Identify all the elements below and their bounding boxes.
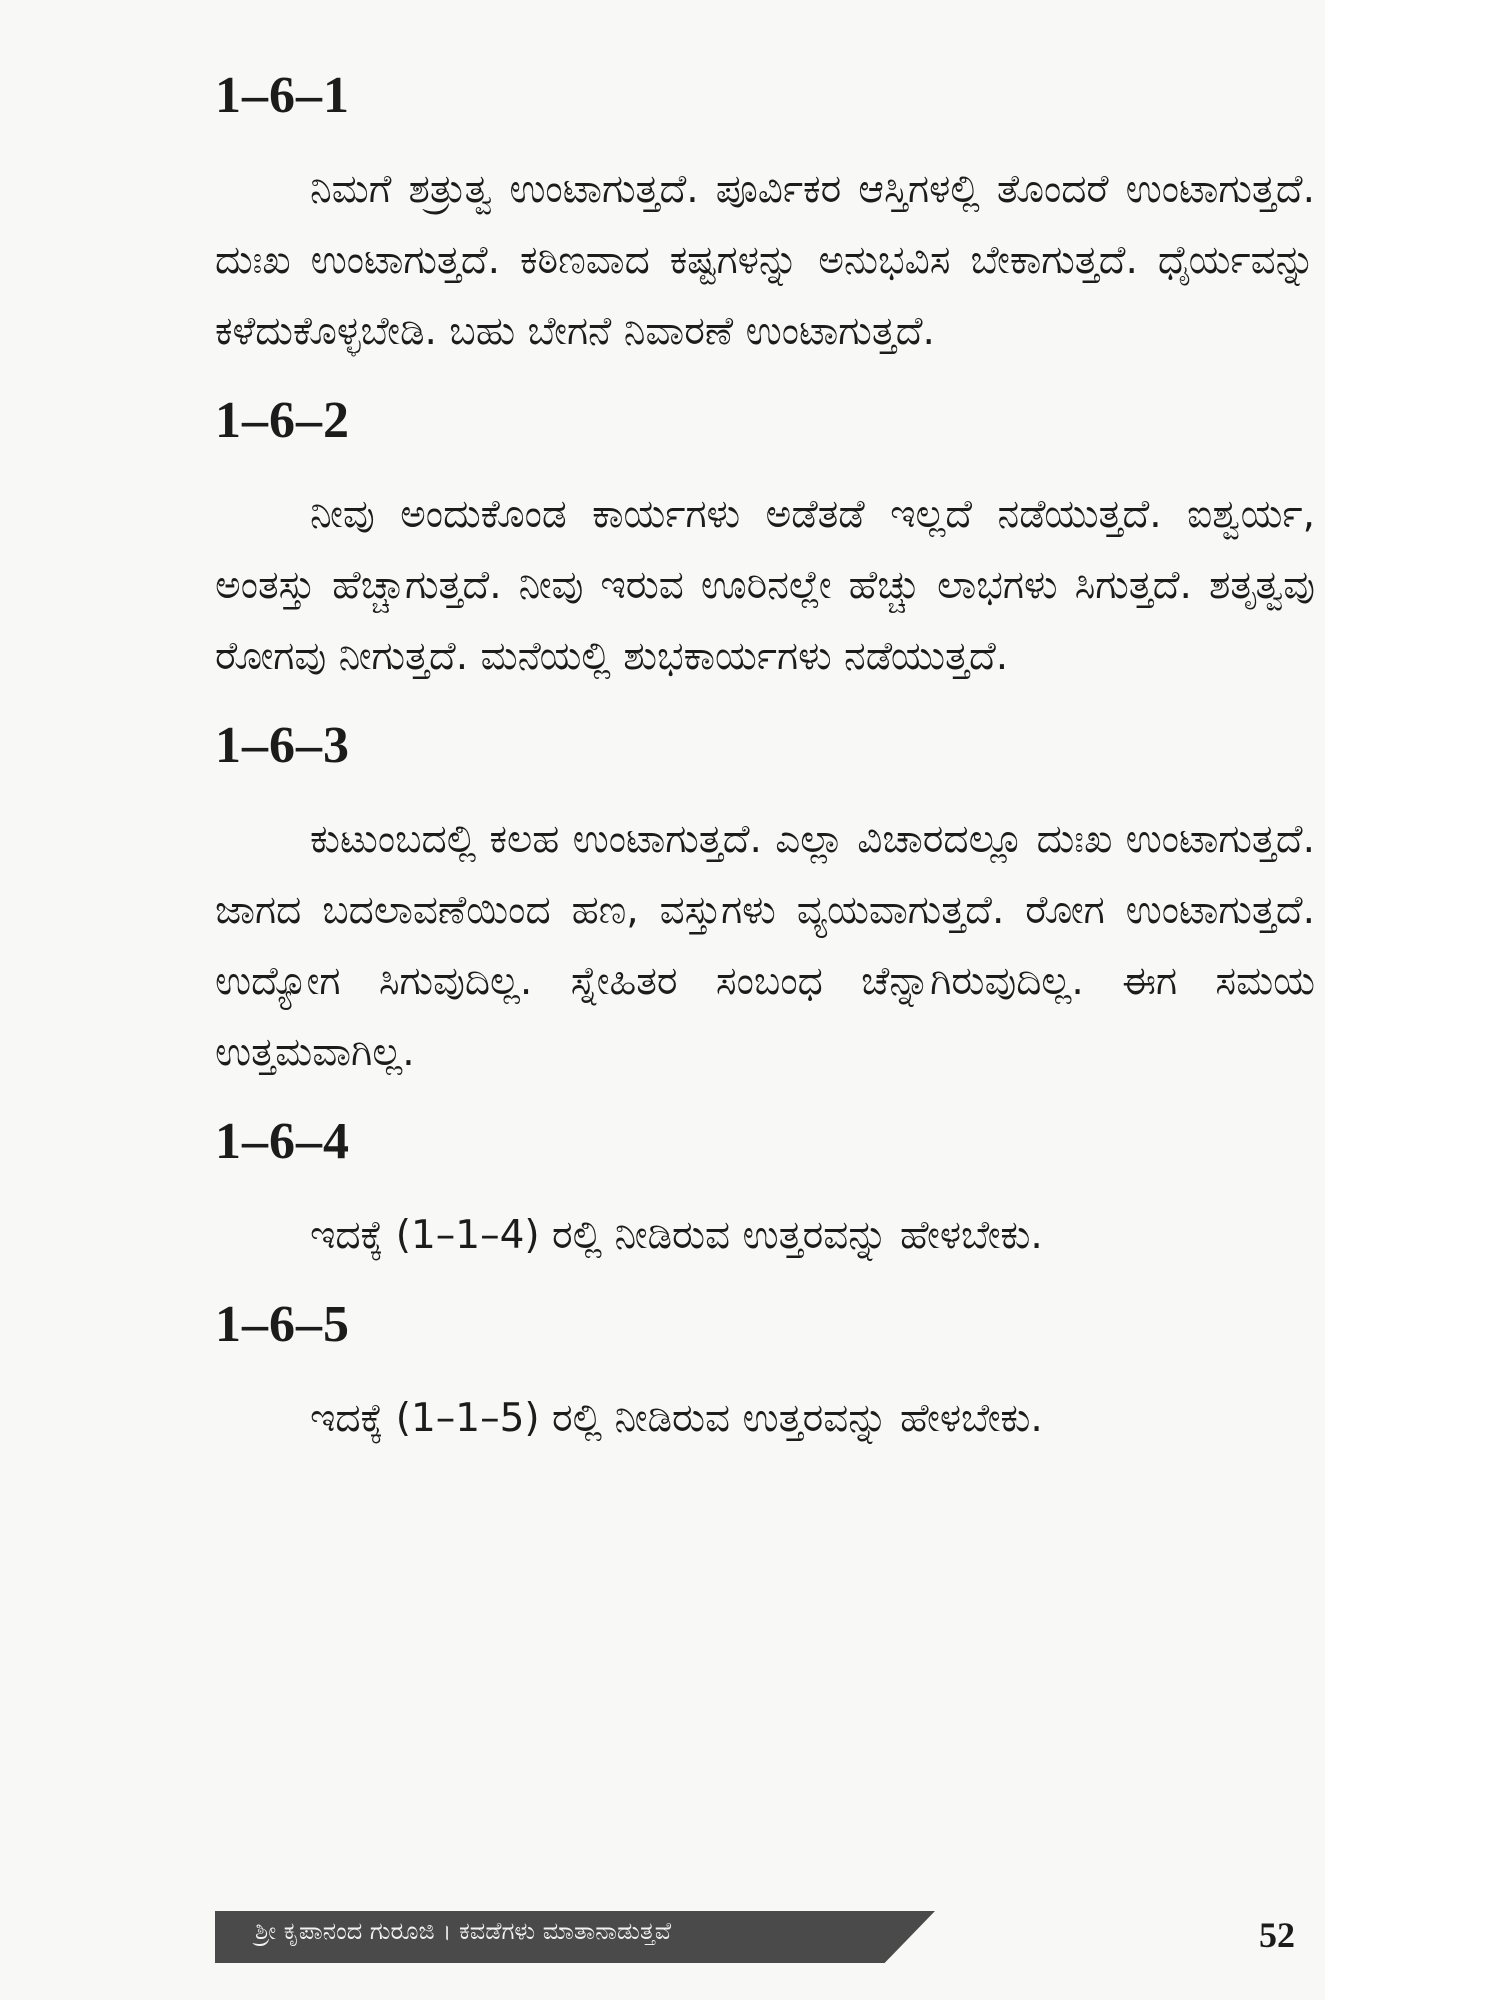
section-1-6-1 — [215, 60, 1315, 367]
section-1-6-5 — [215, 1289, 1315, 1454]
running-title: ಶ್ರೀ ಕೃಪಾನಂದ ಗುರೂಜಿ । ಕವಡೆಗಳು ಮಾತಾನಾಡುತ್ತವೆ — [255, 1917, 672, 1945]
section-paragraph: ನಿಮಗೆ ಶತ್ರುತ್ವ ಉಂಟಾಗುತ್ತದೆ. ಪೂರ್ವಿಕರ ಆಸ್ತಿಗಳಲ್ಲಿ ತೊಂದರೆ ಉಂಟಾಗುತ್ತದೆ. ದುಃಖ ಉಂಟಾಗುತ್ತದೆ. ಕಠಿಣವಾದ ಕಷ್ಟಗಳನ್ನು ಅನುಭವಿಸ ಬೇಕಾಗುತ್ತದೆ. ಧೈರ್ಯವನ್ನು ಕಳೆದುಕೊಳ್ಳಬೇಡಿ. ಬಹು ಬೇಗನೆ ನಿವಾರಣೆ ಉಂಟಾಗುತ್ತದೆ. — [215, 167, 1315, 354]
section-paragraph: ಕುಟುಂಬದಲ್ಲಿ ಕಲಹ ಉಂಟಾಗುತ್ತದೆ. ಎಲ್ಲಾ ವಿಚಾರದಲ್ಲೂ ದುಃಖ ಉಂಟಾಗುತ್ತದೆ. ಜಾಗದ ಬದಲಾವಣೆಯಿಂದ ಹಣ, ವಸ್ತುಗಳು ವ್ಯಯವಾಗುತ್ತದೆ. ರೋಗ ಉಂಟಾಗುತ್ತದೆ. ಉದ್ಯೋಗ ಸಿಗುವುದಿಲ್ಲ. ಸ್ನೇಹಿತರ ಸಂಬಂಧ ಚೆನ್ನಾಗಿರುವುದಿಲ್ಲ. ಈಗ ಸಮಯ ಉತ್ತಮವಾಗಿಲ್ಲ. — [215, 817, 1315, 1075]
page-edge-margin — [1325, 0, 1500, 2000]
page-footer — [215, 1908, 1315, 1966]
page-content — [215, 60, 1315, 1472]
section-1-6-3 — [215, 710, 1315, 1088]
section-1-6-2 — [215, 385, 1315, 692]
section-heading: 1–6–1 — [215, 67, 350, 124]
section-heading: 1–6–2 — [215, 392, 350, 449]
section-paragraph: ಇದಕ್ಕೆ (1–1–5) ರಲ್ಲಿ ನೀಡಿರುವ ಉತ್ತರವನ್ನು ಹೇಳಬೇಕು. — [310, 1396, 1043, 1441]
section-paragraph: ನೀವು ಅಂದುಕೊಂಡ ಕಾರ್ಯಗಳು ಅಡೆತಡೆ ಇಲ್ಲದೆ ನಡೆಯುತ್ತದೆ. ಐಶ್ವರ್ಯ, ಅಂತಸ್ತು ಹೆಚ್ಚಾಗುತ್ತದೆ. ನೀವು ಇರುವ ಊರಿನಲ್ಲೇ ಹೆಚ್ಚು ಲಾಭಗಳು ಸಿಗುತ್ತದೆ. ಶತೃತ್ವವು ರೋಗವು ನೀಗುತ್ತದೆ. ಮನೆಯಲ್ಲಿ ಶುಭಕಾರ್ಯಗಳು ನಡೆಯುತ್ತದೆ. — [215, 492, 1315, 679]
section-heading: 1–6–3 — [215, 717, 350, 774]
section-heading: 1–6–5 — [215, 1296, 350, 1353]
section-heading: 1–6–4 — [215, 1113, 350, 1170]
page-number: 52 — [1259, 1915, 1295, 1955]
section-1-6-4 — [215, 1106, 1315, 1271]
section-paragraph: ಇದಕ್ಕೆ (1–1–4) ರಲ್ಲಿ ನೀಡಿರುವ ಉತ್ತರವನ್ನು ಹೇಳಬೇಕು. — [310, 1213, 1043, 1258]
